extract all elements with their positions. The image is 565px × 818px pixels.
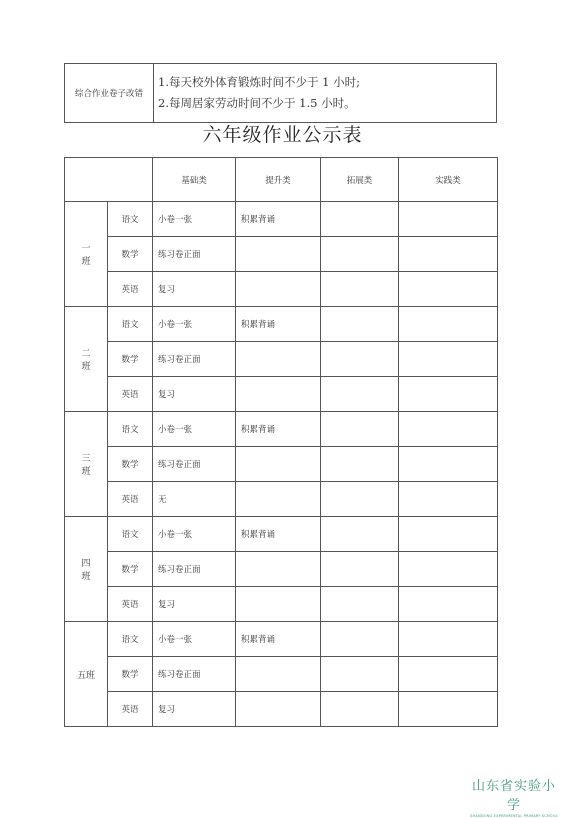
practice-homework [399, 657, 498, 692]
header-advanced: 提升类 [236, 158, 321, 202]
practice-homework [399, 517, 498, 552]
advanced-homework [236, 272, 321, 307]
extended-homework [321, 482, 399, 517]
table-row [65, 517, 498, 552]
homework-table [64, 157, 498, 727]
basic-homework: 复习 [153, 377, 236, 412]
class-name [65, 307, 108, 412]
class-name-text: 二 班 [81, 349, 91, 372]
table-row [65, 657, 498, 692]
practice-homework [399, 482, 498, 517]
table-row [65, 237, 498, 272]
basic-homework: 练习卷正面 [153, 657, 236, 692]
subject-name: 英语 [108, 377, 153, 412]
header-extended: 拓展类 [321, 158, 399, 202]
basic-homework: 小卷一张 [153, 517, 236, 552]
extended-homework [321, 412, 399, 447]
advanced-homework [236, 377, 321, 412]
practice-homework [399, 377, 498, 412]
subject-name: 语文 [108, 202, 153, 237]
class-name-text: 三 班 [81, 454, 91, 477]
extended-homework [321, 237, 399, 272]
practice-homework [399, 412, 498, 447]
header-row [65, 158, 498, 202]
extended-homework [321, 377, 399, 412]
advanced-homework: 积累背诵 [236, 412, 321, 447]
header-practice: 实践类 [399, 158, 498, 202]
table-row [65, 552, 498, 587]
rules-cell [154, 64, 497, 123]
class-name [65, 202, 108, 307]
extended-homework [321, 692, 399, 727]
advanced-homework [236, 342, 321, 377]
basic-homework: 小卷一张 [153, 202, 236, 237]
basic-homework: 复习 [153, 587, 236, 622]
class-name [65, 412, 108, 517]
advanced-homework [236, 587, 321, 622]
advanced-homework: 积累背诵 [236, 622, 321, 657]
school-logo-english: SHANDONG EXPERIMENTAL PRIMARY SCHOOL [470, 814, 558, 818]
combined-homework-label: 综合作业卷子改错 [65, 64, 154, 123]
extended-homework [321, 272, 399, 307]
advanced-homework: 积累背诵 [236, 307, 321, 342]
advanced-homework [236, 237, 321, 272]
subject-name: 英语 [108, 692, 153, 727]
extended-homework [321, 307, 399, 342]
table-row [65, 202, 498, 237]
subject-name: 英语 [108, 272, 153, 307]
subject-name: 英语 [108, 587, 153, 622]
extended-homework [321, 552, 399, 587]
practice-homework [399, 307, 498, 342]
extended-homework [321, 587, 399, 622]
header-basic: 基础类 [153, 158, 236, 202]
subject-name: 数学 [108, 342, 153, 377]
practice-homework [399, 202, 498, 237]
subject-name: 语文 [108, 307, 153, 342]
table-row [65, 377, 498, 412]
advanced-homework: 积累背诵 [236, 202, 321, 237]
school-logo-chinese: 山东省实验小学 [471, 779, 556, 813]
subject-name: 语文 [108, 622, 153, 657]
basic-homework: 复习 [153, 692, 236, 727]
table-row [65, 587, 498, 622]
class-name-text: 五班 [76, 670, 95, 681]
advanced-homework [236, 692, 321, 727]
advanced-homework: 积累背诵 [236, 517, 321, 552]
basic-homework: 练习卷正面 [153, 342, 236, 377]
rule-line-1: 1.每天校外体育锻炼时间不少于 1 小时; [158, 75, 360, 89]
basic-homework: 复习 [153, 272, 236, 307]
page-title: 六年级作业公示表 [202, 124, 363, 146]
class-name [65, 622, 108, 727]
practice-homework [399, 692, 498, 727]
practice-homework [399, 272, 498, 307]
basic-homework: 练习卷正面 [153, 552, 236, 587]
extended-homework [321, 202, 399, 237]
advanced-homework [236, 657, 321, 692]
extended-homework [321, 622, 399, 657]
extended-homework [321, 657, 399, 692]
class-name-text: 四 班 [81, 559, 91, 582]
practice-homework [399, 587, 498, 622]
table-row [65, 692, 498, 727]
table-row [65, 307, 498, 342]
subject-name: 数学 [108, 657, 153, 692]
class-name [65, 517, 108, 622]
practice-homework [399, 447, 498, 482]
advanced-homework [236, 482, 321, 517]
practice-homework [399, 622, 498, 657]
basic-homework: 练习卷正面 [153, 447, 236, 482]
top-summary-table [64, 63, 497, 123]
basic-homework: 小卷一张 [153, 307, 236, 342]
extended-homework [321, 517, 399, 552]
basic-homework: 小卷一张 [153, 622, 236, 657]
class-name-text: 一 班 [81, 244, 91, 267]
subject-name: 英语 [108, 482, 153, 517]
basic-homework: 练习卷正面 [153, 237, 236, 272]
school-logo [468, 775, 560, 818]
subject-name: 语文 [108, 517, 153, 552]
header-corner [65, 158, 153, 202]
rule-line-2: 2.每周居家劳动时间不少于 1.5 小时。 [158, 96, 356, 110]
subject-name: 数学 [108, 552, 153, 587]
practice-homework [399, 237, 498, 272]
subject-name: 数学 [108, 447, 153, 482]
table-row [65, 447, 498, 482]
subject-name: 语文 [108, 412, 153, 447]
extended-homework [321, 447, 399, 482]
subject-name: 数学 [108, 237, 153, 272]
extended-homework [321, 342, 399, 377]
advanced-homework [236, 552, 321, 587]
practice-homework [399, 552, 498, 587]
basic-homework: 小卷一张 [153, 412, 236, 447]
table-row [65, 482, 498, 517]
table-row [65, 412, 498, 447]
table-row [65, 342, 498, 377]
practice-homework [399, 342, 498, 377]
advanced-homework [236, 447, 321, 482]
table-row [65, 622, 498, 657]
table-row [65, 272, 498, 307]
basic-homework: 无 [153, 482, 236, 517]
